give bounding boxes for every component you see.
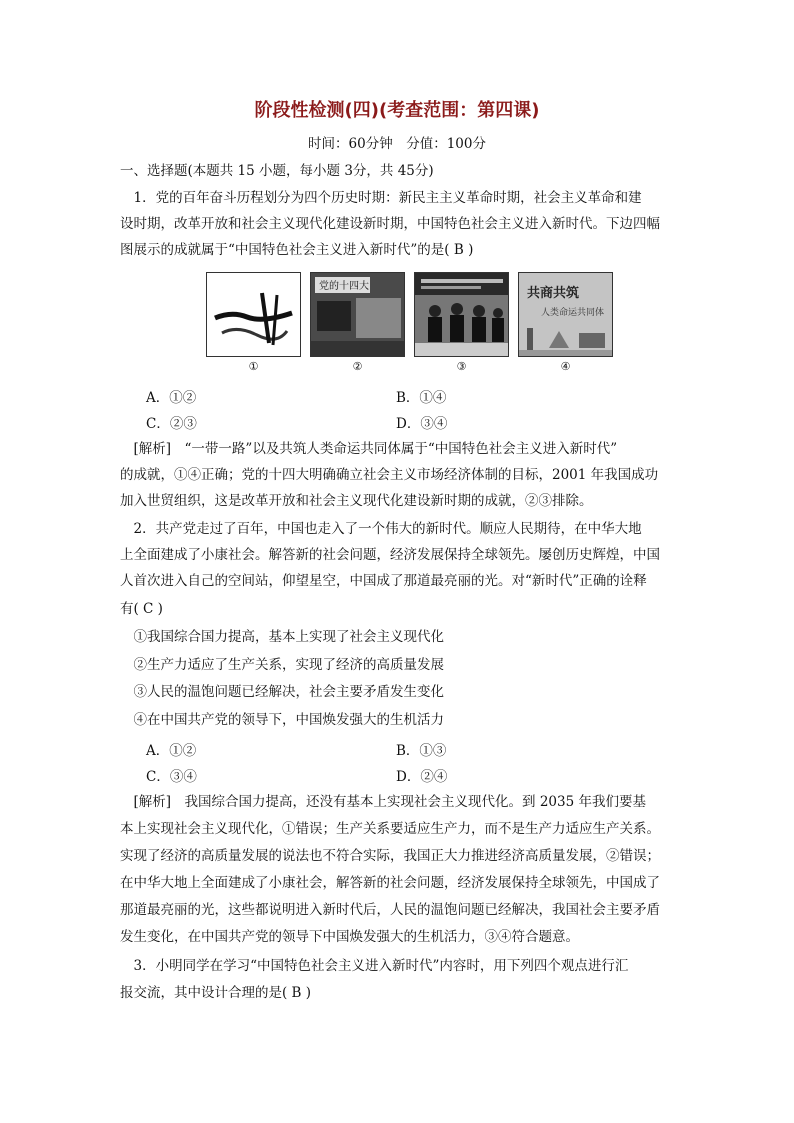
belt-road-image xyxy=(206,272,301,357)
q2-option-d: D．②④ xyxy=(396,769,448,785)
q1-line: 设时期，改革开放和社会主义现代化建设新时期，中国特色社会主义进入新时代。下边四幅 xyxy=(120,216,660,232)
svg-text:人类命运共同体: 人类命运共同体 xyxy=(541,308,605,318)
q2-analysis-line: 那道最亮丽的光，这些都说明进入新时代后，人民的温饱问题已经解决，我国社会主要矛盾 xyxy=(120,902,660,918)
q2-line: 上全面建成了小康社会。解答新的社会问题，经济发展保持全球领先。屡创历史辉煌，中国 xyxy=(120,547,660,563)
q2-line: 2．共产党走过了百年，中国也走入了一个伟大的新时代。顺应人民期待，在中华大地 xyxy=(120,521,642,537)
svg-text:党的十四大: 党的十四大 xyxy=(319,281,369,292)
q2-analysis-line: 本上实现社会主义现代化，①错误；生产关系要适应生产力，而不是生产力适应生产关系。 xyxy=(120,821,660,837)
q1-option-a: A．①② xyxy=(146,390,197,406)
q2-analysis-line: 在中华大地上全面建成了小康社会，解答新的社会问题，经济发展保持全球领先，中国成了 xyxy=(120,875,660,891)
section-heading: 一、选择题(本题共 15 小题，每小题 3分，共 45分) xyxy=(120,163,434,179)
exam-info: 时间：60分钟 分值：100分 xyxy=(308,136,486,152)
q2-statement: ③人民的温饱问题已经解决，社会主要矛盾发生变化 xyxy=(120,684,444,700)
q2-option-a: A．①② xyxy=(146,743,197,759)
q1-analysis-line: 加入世贸组织，这是改革开放和社会主义现代化建设新时期的成就，②③排除。 xyxy=(120,493,593,509)
image-caption: ③ xyxy=(456,360,467,373)
q2-option-b: B．①③ xyxy=(396,743,447,759)
image-caption: ② xyxy=(352,360,363,373)
fourteenth-congress-image xyxy=(310,272,405,357)
q2-statement: ④在中国共产党的领导下，中国焕发强大的生机活力 xyxy=(120,712,444,728)
q3-line: 3．小明同学在学习“中国特色社会主义进入新时代”内容时，用下列四个观点进行汇 xyxy=(120,958,629,974)
wto-signing-image xyxy=(414,272,509,357)
q2-option-c: C．③④ xyxy=(146,769,197,785)
community-shared-future-image xyxy=(518,272,613,357)
q2-analysis-line: [解析] 我国综合国力提高，还没有基本上实现社会主义现代化。到 2035 年我们要基 xyxy=(120,794,646,810)
image-caption: ① xyxy=(248,360,259,373)
q2-analysis-line: 发生变化，在中国共产党的领导下中国焕发强大的生机活力，③④符合题意。 xyxy=(120,929,579,945)
q1-line: 图展示的成就属于“中国特色社会主义进入新时代”的是( B ) xyxy=(120,242,474,258)
svg-text:共商共筑: 共商共筑 xyxy=(527,286,580,301)
image-caption: ④ xyxy=(560,360,571,373)
q1-image-strip xyxy=(206,272,616,372)
q3-line: 报交流，其中设计合理的是( B ) xyxy=(120,985,312,1001)
q1-analysis-line: 的成就，①④正确；党的十四大明确确立社会主义市场经济体制的目标，2001 年我国成功 xyxy=(120,467,659,483)
q2-analysis-line: 实现了经济的高质量发展的说法也不符合实际，我国正大力推进经济高质量发展，②错误； xyxy=(120,848,660,864)
q1-line: 1．党的百年奋斗历程划分为四个历史时期：新民主主义革命时期，社会主义革命和建 xyxy=(120,190,642,206)
q2-statement: ②生产力适应了生产关系，实现了经济的高质量发展 xyxy=(120,657,444,673)
q1-option-c: C．②③ xyxy=(146,416,197,432)
q1-option-b: B．①④ xyxy=(396,390,447,406)
q1-analysis-line: [解析] “一带一路”以及共筑人类命运共同体属于“中国特色社会主义进入新时代” xyxy=(120,441,618,457)
page-title: 阶段性检测(四)(考查范围：第四课) xyxy=(254,100,540,121)
q1-option-d: D．③④ xyxy=(396,416,448,432)
q2-line: 有( C ) xyxy=(120,601,163,617)
q2-line: 人首次进入自己的空间站，仰望星空，中国成了那道最亮丽的光。对“新时代”正确的诠释 xyxy=(120,573,647,589)
q2-statement: ①我国综合国力提高，基本上实现了社会主义现代化 xyxy=(120,629,444,645)
